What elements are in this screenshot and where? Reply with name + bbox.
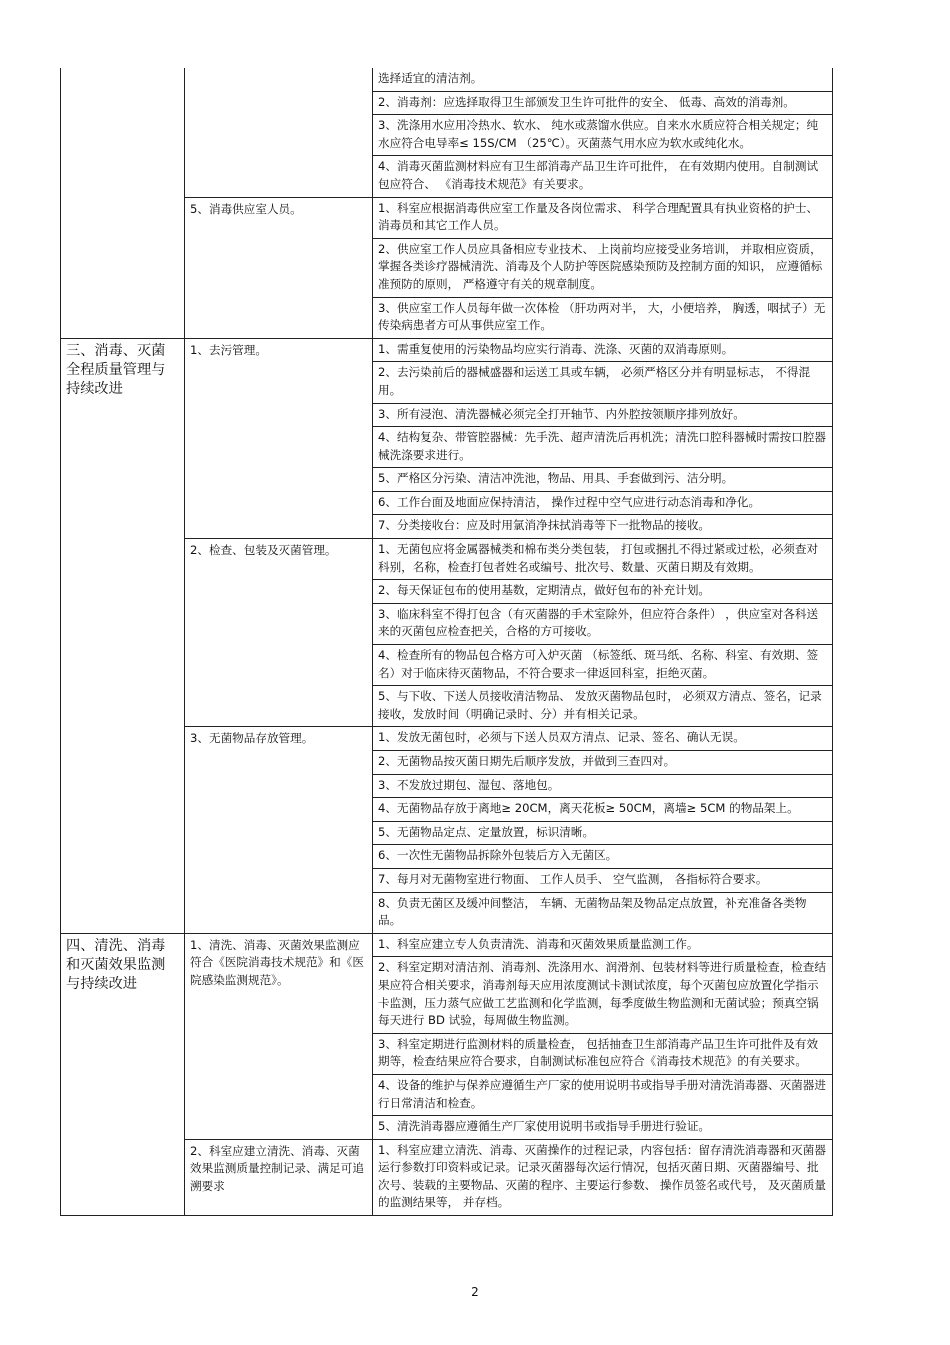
section-cell (61, 68, 185, 338)
requirement-cell: 5、清洗消毒器应遵循生产厂家使用说明书或指导手册进行验证。 (373, 1116, 833, 1140)
requirement-cell: 3、供应室工作人员每年做一次体检 （肝功两对半， 大，小便培养， 胸透，咽拭子）无传染病患者方可从事供应室工作。 (373, 297, 833, 338)
requirement-cell: 7、分类接收台：应及时用氯消净抹拭消毒等下一批物品的接收。 (373, 515, 833, 539)
requirement-cell: 1、无菌包应将金属器械类和棉布类分类包装， 打包或捆扎不得过紧或过松，必须查对科别，名称，检查打包者姓名或编号、批次号、数量、灭菌日期及有效期。 (373, 539, 833, 580)
requirement-cell: 2、科室定期对清洁剂、消毒剂、洗涤用水、润滑剂、包装材料等进行质量检查，检查结果应符合相关要求，消毒剂每天应用浓度测试卡测试浓度，每个灭菌包应放置化学指示卡监测，压力蒸气应做工艺监测和化学监测，每季度做生物监测和无菌试验；预真空锅每天进行 BD 试验，每周做生物监测。 (373, 957, 833, 1033)
subitem-cell (185, 68, 373, 197)
requirement-cell: 4、结构复杂、带管腔器械：先手洗、超声清洗后再机洗；清洗口腔科器械时需按口腔器械洗涤要求进行。 (373, 427, 833, 468)
section-cell: 四、清洗、消毒和灭菌效果监测与持续改进 (61, 933, 185, 1215)
requirement-cell: 2、消毒剂：应选择取得卫生部颁发卫生许可批件的安全、 低毒、高效的消毒剂。 (373, 91, 833, 115)
requirement-cell: 6、一次性无菌物品拆除外包装后方入无菌区。 (373, 845, 833, 869)
requirement-cell: 选择适宜的清洁剂。 (373, 68, 833, 91)
requirement-cell: 2、无菌物品按灭菌日期先后顺序发放，并做到三查四对。 (373, 751, 833, 775)
subitem-cell: 2、科室应建立清洗、消毒、灭菌效果监测质量控制记录、满足可追溯要求 (185, 1139, 373, 1215)
requirement-cell: 7、每月对无菌物室进行物面、 工作人员手、 空气监测， 各指标符合要求。 (373, 868, 833, 892)
requirement-cell: 3、科室定期进行监测材料的质量检查， 包括抽查卫生部消毒产品卫生许可批件及有效期等，检查结果应符合要求，自制测试标准包应符合《消毒技术规范》的有关要求。 (373, 1033, 833, 1074)
requirement-cell: 1、科室应建立清洗、消毒、灭菌操作的过程记录，内容包括：留存清洗消毒器和灭菌器运行参数打印资料或记录。记录灭菌器每次运行情况，包括灭菌日期、灭菌器编号、批次号、装载的主要物品、灭菌的程序、主要运行参数、 操作员签名或代号， 及灭菌质量的监测结果等， 并存档。 (373, 1139, 833, 1215)
page-number: 2 (471, 1285, 479, 1299)
requirement-cell: 1、科室应根据消毒供应室工作量及各岗位需求、 科学合理配置具有执业资格的护士、消毒员和其它工作人员。 (373, 197, 833, 238)
requirement-cell: 4、消毒灭菌监测材料应有卫生部消毒产品卫生许可批件， 在有效期内使用。自制测试包应符合、 《消毒技术规范》有关要求。 (373, 156, 833, 197)
requirement-cell: 2、去污染前后的器械盛器和运送工具或车辆， 必须严格区分并有明显标志， 不得混用。 (373, 362, 833, 403)
requirement-cell: 1、需重复使用的污染物品均应实行消毒、洗涤、灭菌的双消毒原则。 (373, 338, 833, 362)
requirement-cell: 3、临床科室不得打包含（有灭菌器的手术室除外，但应符合条件） ，供应室对各科送来的灭菌包应检查把关，合格的方可接收。 (373, 603, 833, 644)
subitem-cell: 3、无菌物品存放管理。 (185, 727, 373, 933)
requirement-cell: 6、工作台面及地面应保持清洁， 操作过程中空气应进行动态消毒和净化。 (373, 491, 833, 515)
requirement-cell: 2、每天保证包布的使用基数，定期清点，做好包布的补充计划。 (373, 580, 833, 604)
requirement-cell: 8、负责无菌区及缓冲间整洁， 车辆、无菌物品架及物品定点放置，补充准备各类物品。 (373, 892, 833, 933)
subitem-cell: 1、去污管理。 (185, 338, 373, 538)
requirement-cell: 3、所有浸泡、清洗器械必须完全打开轴节、内外腔按领顺序排列放好。 (373, 403, 833, 427)
requirement-cell: 4、检查所有的物品包合格方可入炉灭菌 （标签纸、斑马纸、名称、科室、有效期、签名）对于临床待灭菌物品，不符合要求一律返回科室，拒绝灭菌。 (373, 645, 833, 686)
table-row (61, 338, 833, 362)
requirement-cell: 5、与下收、下送人员接收清洁物品、 发放灭菌物品包时， 必须双方清点、签名，记录接收，发放时间（明确记录时、分）并有相关记录。 (373, 686, 833, 727)
standards-table (60, 68, 833, 1216)
requirement-cell: 1、科室应建立专人负责清洗、消毒和灭菌效果质量监测工作。 (373, 933, 833, 957)
requirement-cell: 4、设备的维护与保养应遵循生产厂家的使用说明书或指导手册对清洗消毒器、灭菌器进行日常清洁和检查。 (373, 1074, 833, 1115)
subitem-cell: 2、检查、包装及灭菌管理。 (185, 539, 373, 727)
requirement-cell: 2、供应室工作人员应具备相应专业技术、 上岗前均应接受业务培训， 并取相应资质，掌握各类诊疗器械清洗、消毒及个人防护等医院感染预防及控制方面的知识， 应遵循标准预防的原则， 严格遵守有关的规章制度。 (373, 238, 833, 297)
requirement-cell: 4、无菌物品存放于离地≥ 20CM，离天花板≥ 50CM，离墙≥ 5CM 的物品架上。 (373, 798, 833, 822)
table-row (61, 68, 833, 91)
subitem-cell: 5、消毒供应室人员。 (185, 197, 373, 338)
requirement-cell: 3、不发放过期包、湿包、落地包。 (373, 774, 833, 798)
table-row (61, 933, 833, 957)
section-cell: 三、消毒、灭菌全程质量管理与持续改进 (61, 338, 185, 933)
subitem-cell: 1、清洗、消毒、灭菌效果监测应符合《医院消毒技术规范》和《医院感染监测规范》。 (185, 933, 373, 1139)
requirement-cell: 3、洗涤用水应用冷热水、软水、 纯水或蒸馏水供应。自来水水质应符合相关规定；纯水应符合电导率≤ 15S/CM （25℃）。灭菌蒸气用水应为软水或纯化水。 (373, 115, 833, 156)
requirement-cell: 1、发放无菌包时，必须与下送人员双方清点、记录、签名、确认无误。 (373, 727, 833, 751)
requirement-cell: 5、无菌物品定点、定量放置，标识清晰。 (373, 821, 833, 845)
requirement-cell: 5、严格区分污染、清洁冲洗池，物品、用具、手套做到污、洁分明。 (373, 468, 833, 492)
